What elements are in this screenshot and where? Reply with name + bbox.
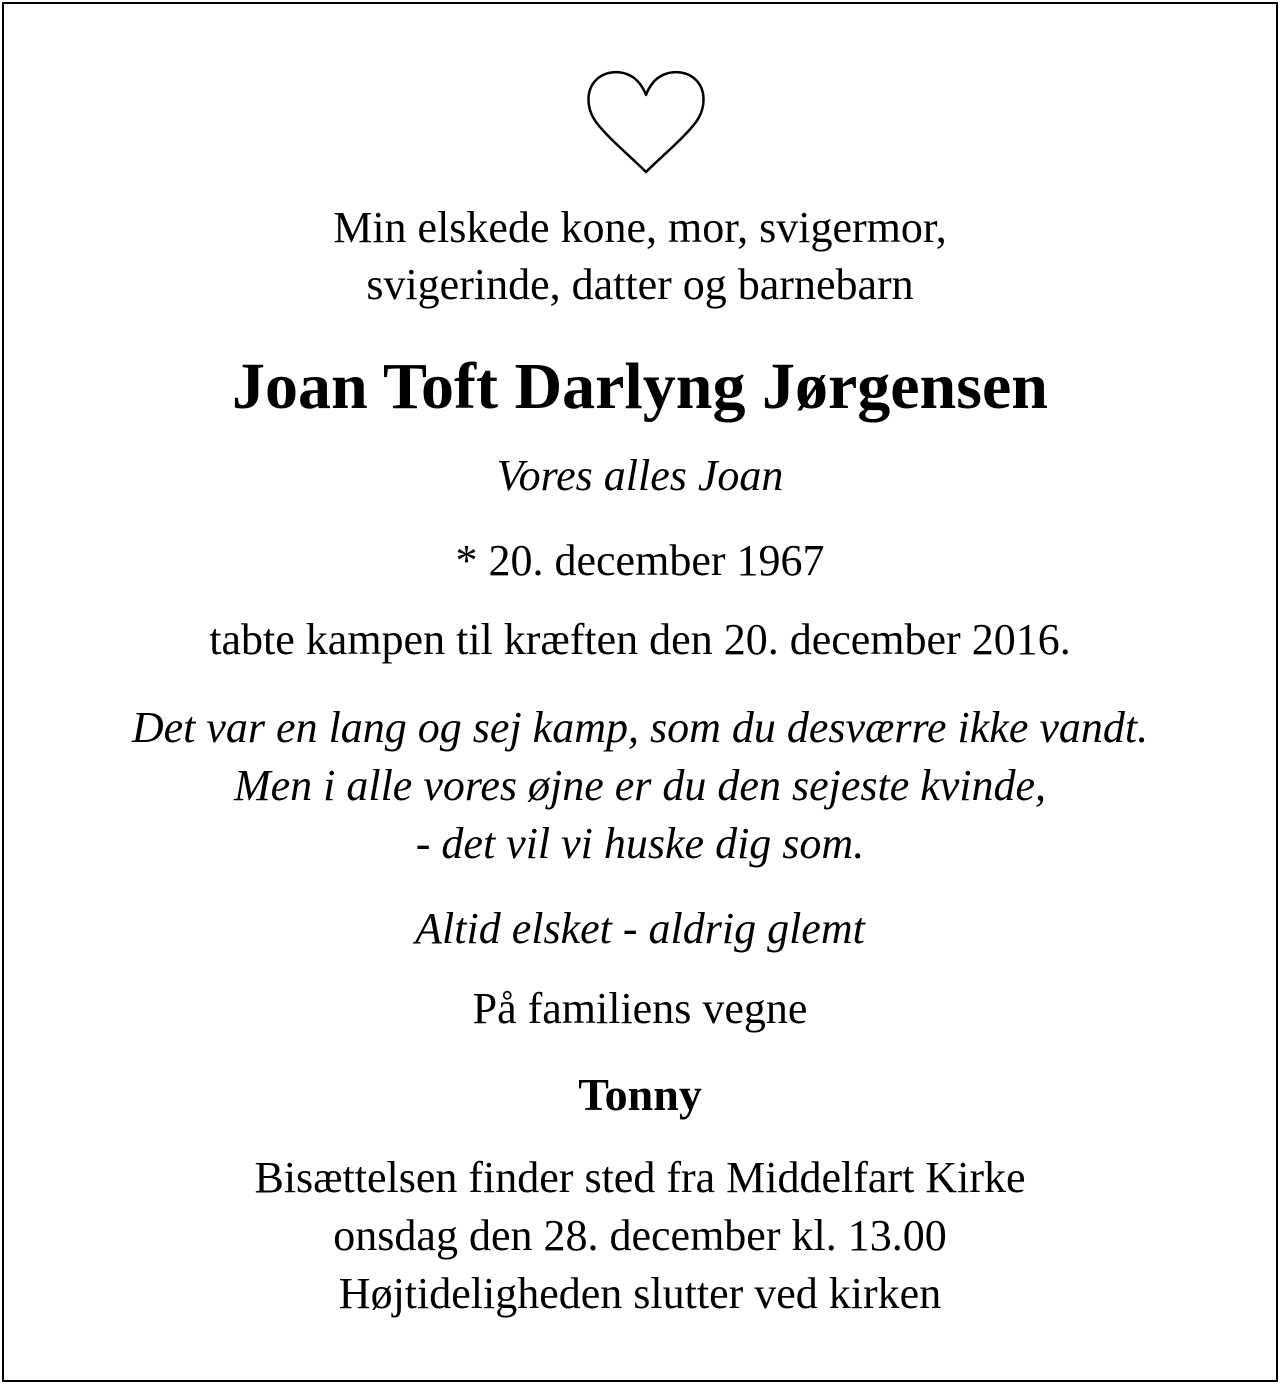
verse-line-3: - det vil vi huske dig som. — [415, 819, 865, 868]
on-behalf-line: På familiens vegne — [472, 984, 808, 1033]
motto: Altid elsket - aldrig glemt — [415, 904, 865, 953]
nickname: Vores alles Joan — [496, 451, 784, 500]
verse-line-1: Det var en lang og sej kamp, som du desværre ikke vandt. — [131, 703, 1149, 752]
heart-icon — [584, 68, 708, 178]
intro-line-2: svigerinde, datter og barnebarn — [366, 260, 914, 309]
funeral-line-3: Højtideligheden slutter ved kirken — [338, 1269, 942, 1318]
funeral-line-1: Bisættelsen finder sted fra Middelfart Kirke — [254, 1153, 1026, 1202]
birth-date: * 20. december 1967 — [455, 536, 825, 585]
signer-name: Tonny — [578, 1069, 702, 1120]
verse-line-2: Men i alle vores øjne er du den sejeste kvinde, — [233, 761, 1047, 810]
intro-line-1: Min elskede kone, mor, svigermor, — [333, 203, 947, 252]
death-statement: tabte kampen til kræften den 20. december 2016. — [209, 615, 1071, 664]
funeral-line-2: onsdag den 28. december kl. 13.00 — [333, 1211, 947, 1260]
obituary-notice — [2, 2, 1278, 1382]
deceased-name: Joan Toft Darlyng Jørgensen — [232, 350, 1048, 423]
